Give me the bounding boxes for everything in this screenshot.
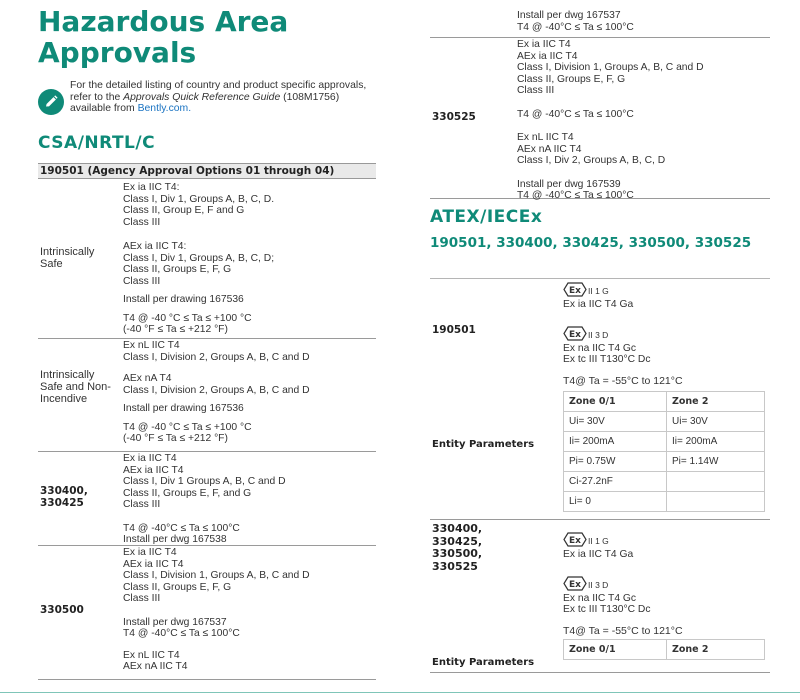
atex-block-330400-330525 bbox=[430, 520, 770, 673]
row-body: Install per dwg 167537 T4 @ -40°C ≤ Ta ≤ 100°C bbox=[517, 10, 634, 33]
row-label: 330525 bbox=[432, 111, 476, 123]
row-label: 190501 bbox=[432, 324, 476, 336]
atex-block-190501 bbox=[430, 279, 770, 520]
row-body: Ex II 1 G Ex ia IIC T4 Ga Ex II 3 D Ex na IIC T4 Gc Ex tc III T130°C Dc T4@ Ta = -55°C to 121°C bbox=[563, 282, 768, 387]
csa-band: 190501 (Agency Approval Options 01 through 04) bbox=[38, 163, 376, 179]
footer-rule bbox=[0, 692, 800, 693]
csa-row-intrinsically-safe-non-incendive bbox=[38, 339, 376, 452]
row-body: Ex ia IIC T4 AEx ia IIC T4 Class I, Div 1 Groups A, B, C and D Class II, Groups E, F, and G Class III T4 @ -40°C ≤ Ta ≤ 100°C Install per dwg 167538 bbox=[123, 453, 286, 545]
entity-parameters-table: Zone 0/1 Zone 2 Ui= 30V Ui= 30V Ii= 200mA Ii= 200mA Pi= 0.75W Pi= 1.14W Ci-27.2nF Li= 0 bbox=[563, 391, 765, 512]
row-body: Ex II 1 G Ex ia IIC T4 Ga Ex II 3 D Ex na IIC T4 Gc Ex tc III T130°C Dc T4@ Ta = -55°C to 121°C bbox=[563, 532, 768, 637]
row-label: Intrinsically Safe bbox=[40, 246, 95, 270]
svg-text:Ex: Ex bbox=[569, 536, 581, 546]
csa-row-intrinsically-safe bbox=[38, 180, 376, 339]
pencil-icon bbox=[38, 89, 64, 115]
ex-hexagon-icon bbox=[563, 326, 587, 341]
atex-models: 190501, 330400, 330425, 330500, 330525 bbox=[430, 235, 752, 251]
ex-mark: Ex II 3 D bbox=[563, 576, 608, 591]
ex-mark: Ex II 1 G bbox=[563, 532, 609, 547]
row-body: Ex nL IIC T4 Class I, Division 2, Groups A, B, C and D AEx nA T4 Class I, Division 2, Groups A, B, C and D Install per drawing 167536 T4 @ -40 °C ≤ Ta ≤ +100 °C (-40 °F ≤ Ta ≤ +212 °F) bbox=[123, 340, 310, 444]
ex-hexagon-icon bbox=[563, 532, 587, 547]
note-text: For the detailed listing of country and product specific approvals, refer to the Approvals Quick Reference Guide (108M1756) available from Bently.com. bbox=[70, 80, 367, 114]
atex-heading: ATEX/IECEx bbox=[430, 207, 543, 227]
csa-continued-row bbox=[430, 0, 770, 38]
svg-text:Ex: Ex bbox=[569, 286, 581, 296]
row-body: Ex ia IIC T4 AEx ia IIC T4 Class I, Division 1, Groups A, B, C and D Class II, Groups E, F, G Class III Install per dwg 167537 T4 @ -40°C ≤ Ta ≤ 100°C Ex nL IIC T4 AEx nA IIC T4 bbox=[123, 547, 310, 672]
row-body: Ex ia IIC T4 AEx ia IIC T4 Class I, Division 1, Groups A, B, C and D Class II, Groups E, F, G Class III T4 @ -40°C ≤ Ta ≤ 100°C Ex nL IIC T4 AEx nA IIC T4 Class I, Div 2, Groups A, B, C, D Install per dwg 167539 T4 @ -40°C ≤ Ta ≤ 100°C bbox=[517, 39, 704, 201]
ex-mark: Ex II 1 G bbox=[563, 282, 609, 297]
csa-row-330525 bbox=[430, 38, 770, 199]
row-label: 330400, 330425 bbox=[40, 485, 88, 509]
bently-link[interactable]: Bently.com. bbox=[137, 103, 192, 114]
ex-hexagon-icon bbox=[563, 576, 587, 591]
ex-mark: Ex II 3 D bbox=[563, 326, 608, 341]
svg-text:Ex: Ex bbox=[569, 330, 581, 340]
row-label: Intrinsically Safe and Non-Incendive bbox=[40, 369, 111, 405]
entity-parameters-label: Entity Parameters bbox=[432, 657, 535, 668]
row-body: Ex ia IIC T4: Class I, Div 1, Groups A, B, C, D. Class II, Group E, F and G Class III AEx ia IIC T4: Class I, Div 1, Groups A, B, C, D; Class II, Groups E, F, G Class III Install per drawing 167536 T4 @ -40 °C ≤ Ta ≤ +100 °C (-40 °F ≤ Ta ≤ +212 °F) bbox=[123, 182, 275, 335]
row-label: 330400, 330425, 330500, 330525 bbox=[432, 522, 483, 573]
ex-hexagon-icon bbox=[563, 282, 587, 297]
svg-text:Ex: Ex bbox=[569, 580, 581, 590]
csa-row-330400-330425 bbox=[38, 452, 376, 546]
row-label: 330500 bbox=[40, 604, 84, 616]
entity-parameters-label: Entity Parameters bbox=[432, 439, 535, 450]
csa-row-330500 bbox=[38, 546, 376, 680]
page-title: Hazardous Area Approvals bbox=[38, 5, 289, 69]
guide-title: Approvals Quick Reference Guide bbox=[123, 91, 281, 103]
csa-heading: CSA/NRTL/C bbox=[38, 133, 156, 153]
reference-note bbox=[38, 80, 368, 128]
entity-parameters-table: Zone 0/1 Zone 2 bbox=[563, 639, 765, 660]
